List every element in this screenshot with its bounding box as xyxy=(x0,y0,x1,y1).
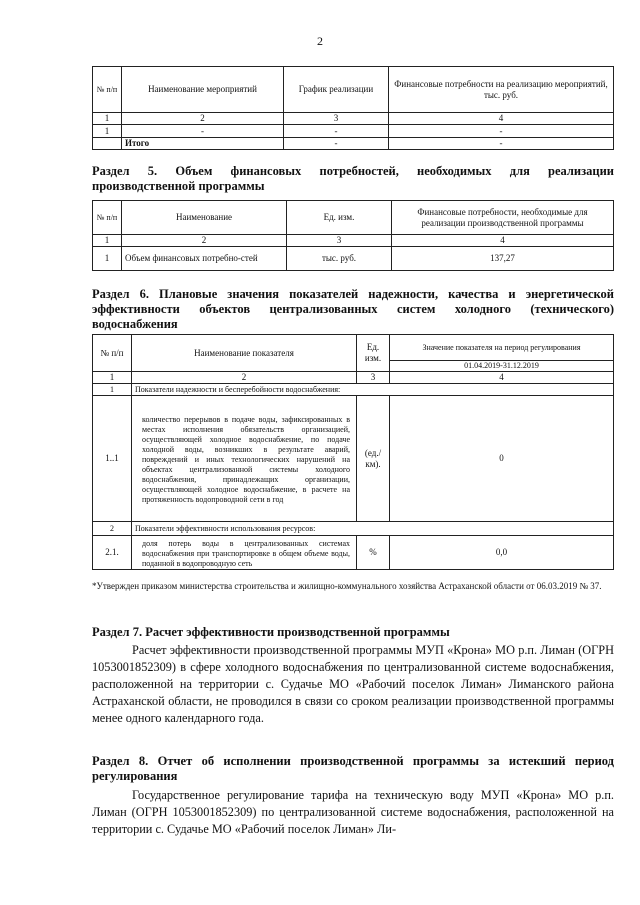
column-number: 2 xyxy=(122,113,284,125)
section-6-title: Раздел 6. Плановые значения показателей надежности, качества и энергетической эффективности объектов централизованных систем холодного (технического) водоснабжения xyxy=(92,287,614,331)
table-cell: (ед./км). xyxy=(357,396,390,522)
col-header: № п/п xyxy=(93,67,122,113)
table-cell: 0,0 xyxy=(390,536,614,570)
group-row xyxy=(93,522,614,536)
table-cell: тыс. руб. xyxy=(287,247,392,271)
col-header: Финансовые потребности, необходимые для реализации производственной программы xyxy=(392,201,614,235)
table-cell: 2.1. xyxy=(93,536,132,570)
table-cell: Объем финансовых потребно-стей xyxy=(122,247,287,271)
section-7-title: Раздел 7. Расчет эффективности производственной программы xyxy=(92,625,450,639)
footnote: *Утвержден приказом министерства строительства и жилищно-коммунального хозяйства Астраханской области от 06.03.2019 № 37. xyxy=(92,581,602,591)
col-header: Наименование показателя xyxy=(132,335,357,372)
col-header: Ед. изм. xyxy=(287,201,392,235)
col-header: Наименование мероприятий xyxy=(122,67,284,113)
table-cell: 1..1 xyxy=(93,396,132,522)
group-label: Показатели надежности и бесперебойности водоснабжения: xyxy=(132,384,614,396)
indicator-description: количество перерывов в подаче воды, зафиксированных в местах исполнения обязательств организацией, осуществляющей холодное водоснабжение, по подаче холодной воды, возникших в результате аварий, повреждений и иных технологических нарушений на объектах централизованной системы холодного водоснабжения, принадлежащих организации, осуществляющей холодное водоснабжение, в расчете на протяженность водопроводной сети в год xyxy=(132,396,357,522)
col-header: График реализации xyxy=(284,67,389,113)
table-row xyxy=(93,536,614,570)
table-row xyxy=(93,396,614,522)
section-8-title: Раздел 8. Отчет об исполнении производственной программы за истекший период регулирования xyxy=(92,754,614,783)
group-row xyxy=(93,384,614,396)
section-8-text: Государственное регулирование тарифа на техническую воду МУП «Крона» МО р.п. Лиман (ОГРН 1053001852309) по централизованной системе водоснабжения, расположенной на территории с. Судачье МО «Рабочий поселок Лиман» Ли- xyxy=(92,788,614,836)
total-row xyxy=(93,138,614,150)
col-header: Значение показателя на период регулирования xyxy=(390,335,614,361)
table-cell: % xyxy=(357,536,390,570)
table-cell: - xyxy=(122,125,284,138)
financial-needs-table xyxy=(92,200,614,271)
col-header: № п/п xyxy=(93,335,132,372)
table-cell: 1 xyxy=(93,247,122,271)
group-label: Показатели эффективности использования ресурсов: xyxy=(132,522,614,536)
table-cell: 1 xyxy=(93,384,132,396)
table-row xyxy=(93,247,614,271)
col-header: Наименование xyxy=(122,201,287,235)
column-number: 1 xyxy=(93,113,122,125)
col-header: Финансовые потребности на реализацию мероприятий, тыс. руб. xyxy=(389,67,614,113)
column-number: 1 xyxy=(93,235,122,247)
measures-table xyxy=(92,66,614,150)
table-row xyxy=(93,125,614,138)
column-number: 4 xyxy=(389,113,614,125)
column-number: 3 xyxy=(357,372,390,384)
column-number: 3 xyxy=(284,113,389,125)
column-number: 2 xyxy=(122,235,287,247)
section-7-text: Расчет эффективности производственной программы МУП «Крона» МО р.п. Лиман (ОГРН 1053001852309) в сфере холодного водоснабжения по централизованной системе водоснабжения, расположенной на территории с. Судачье МО «Рабочий поселок Лиман» Лиманского района Астраханской области, не проводился в связи со сроком реализации производственной программы менее одного календарного года. xyxy=(92,643,614,725)
col-header: № п/п xyxy=(93,201,122,235)
table-cell: 2 xyxy=(93,522,132,536)
col-header: Ед. изм. xyxy=(357,335,390,372)
table-cell: 137,27 xyxy=(392,247,614,271)
table-cell: 1 xyxy=(93,125,122,138)
table-cell: - xyxy=(389,138,614,150)
table-cell: - xyxy=(284,125,389,138)
table-cell: - xyxy=(284,138,389,150)
column-number: 4 xyxy=(390,372,614,384)
indicators-table xyxy=(92,334,614,570)
section-5-title: Раздел 5. Объем финансовых потребностей, необходимых для реализации производственной программы xyxy=(92,164,614,193)
column-number: 4 xyxy=(392,235,614,247)
table-cell xyxy=(93,138,122,150)
table-cell: 0 xyxy=(390,396,614,522)
total-label: Итого xyxy=(122,138,284,150)
column-number: 3 xyxy=(287,235,392,247)
period-header: 01.04.2019-31.12.2019 xyxy=(390,361,614,372)
table-cell: - xyxy=(389,125,614,138)
column-number: 2 xyxy=(132,372,357,384)
page-number: 2 xyxy=(317,34,323,48)
column-number: 1 xyxy=(93,372,132,384)
indicator-description: доля потерь воды в централизованных системах водоснабжения при транспортировке в общем объеме воды, поданной в водопроводную сеть xyxy=(132,536,357,570)
